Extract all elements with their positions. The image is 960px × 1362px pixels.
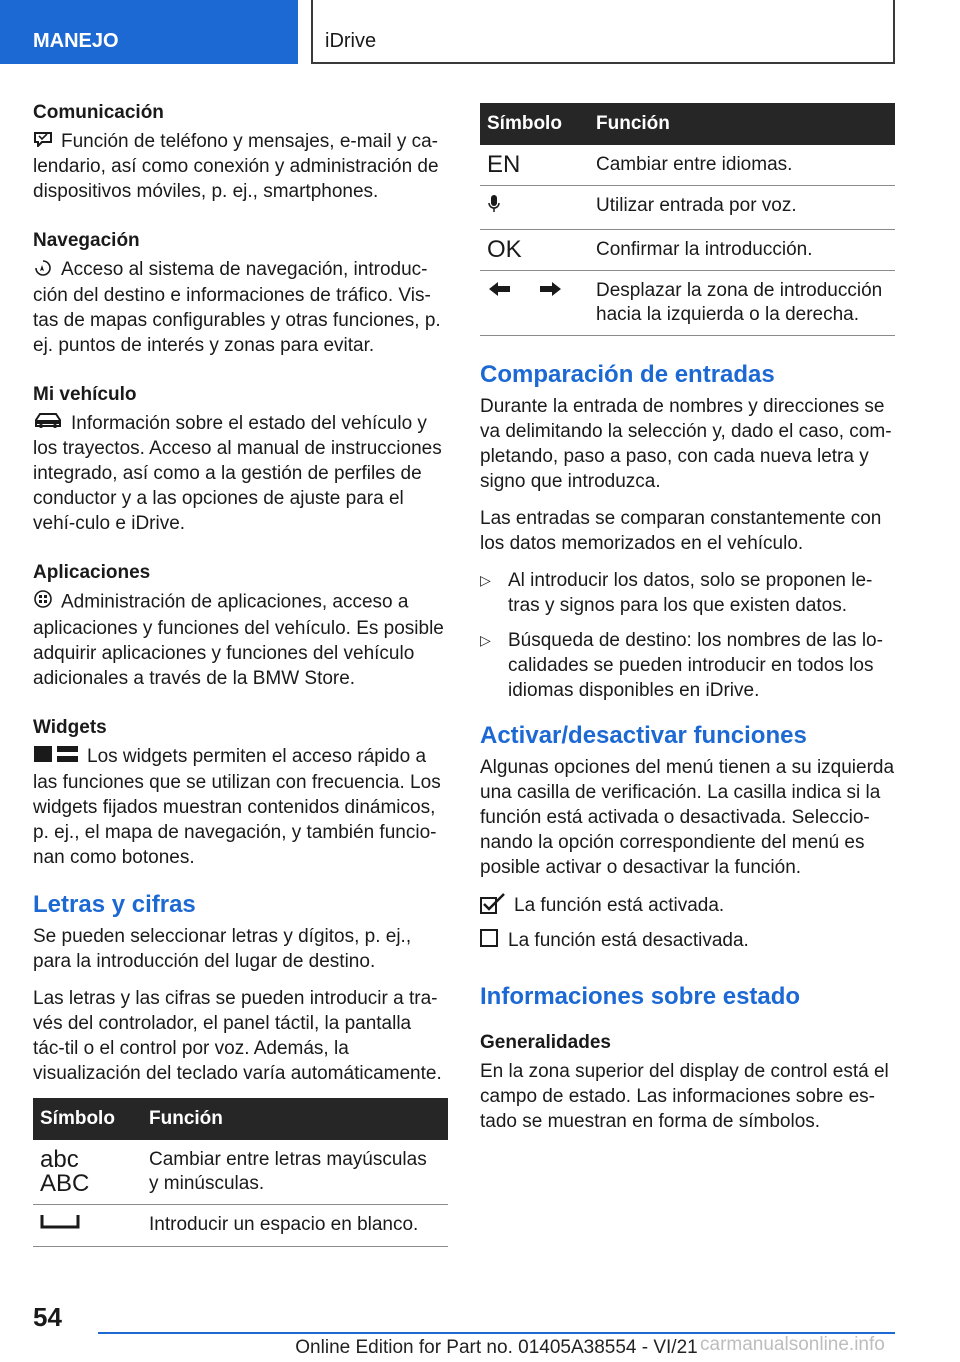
estado-paragraph: En la zona superior del display de control está el campo de estado. Las informaciones sobre es-tado se muestran en forma de símbolos. [480, 1061, 889, 1132]
comparacion-paragraph-2: Las entradas se comparan constantemente con los datos memorizados en el vehículo. [480, 508, 882, 554]
estado-heading: Informaciones sobre estado [480, 983, 801, 1010]
letras-paragraph-1: Se pueden seleccionar letras y dígitos, p. ej., para la introducción del lugar de destino. [33, 925, 412, 972]
table-header-row [480, 103, 895, 145]
widgets-text: Los widgets permiten el acceso rápido a las funciones que se utilizan con frecuencia. Los widgets fijados muestran contenidos dinámicos, p. ej., el mapa de navegación, y también funcio-nan como botones. [33, 746, 441, 868]
list-item [480, 568, 895, 618]
table-row [33, 1204, 448, 1246]
comunicacion-paragraph [33, 129, 448, 204]
case-toggle-symbol [33, 1140, 142, 1205]
list-item [480, 628, 895, 703]
activar-paragraph: Algunas opciones del menú tienen a su izquierda una casilla de verificación. La casilla indica si la función está activada o desactivada. Seleccio-nando la opción correspondiente del menú es posible activar o desactivar la función. [480, 757, 895, 878]
estado-subheading: Generalidades [480, 1032, 611, 1053]
aplicaciones-title: Aplicaciones [33, 562, 151, 584]
checked-text: La función está activada. [514, 895, 725, 916]
navegacion-paragraph [33, 257, 448, 357]
page-number: 54 [33, 1302, 62, 1332]
input-symbol-table [480, 103, 895, 336]
widgets-paragraph [33, 744, 448, 869]
vehiculo-title: Mi vehículo [33, 383, 137, 405]
letras-symbol-table [33, 1098, 448, 1247]
vehiculo-text: Información sobre el estado del vehículo y los trayectos. Acceso al manual de instrucciones integrado, así como a la gestión de perfiles de conductor y a las opciones de ajuste para el vehí-culo e iDrive. [33, 412, 442, 535]
unchecked-text: La función está desactivada. [508, 930, 749, 951]
ok-symbol: OK [480, 230, 589, 271]
comunicacion-title: Comunicación [33, 102, 164, 123]
footer-edition: Online Edition for Part no. 01405A38554 - VI/21 [98, 1332, 895, 1359]
comparacion-heading: Comparación de entradas [480, 361, 775, 388]
bullet-triangle-icon: ▷ [480, 572, 491, 588]
navegacion-title: Navegación [33, 230, 140, 252]
shift-function: Desplazar la zona de introducción hacia la izquierda o la derecha. [589, 271, 895, 336]
phone-message-icon [33, 129, 53, 154]
space-bar-icon [33, 1204, 142, 1246]
activar-heading: Activar/desactivar funciones [480, 722, 807, 749]
space-function: Introducir un espacio en blanco. [142, 1204, 448, 1246]
symbol-column-header: Símbolo [480, 103, 589, 145]
comparacion-paragraph-1: Durante la entrada de nombres y direcciones se va delimitando la selección y, dado el caso, com-pletando, paso a paso, con cada nueva letra y signo que introduzca. [480, 396, 892, 492]
comunicacion-text: Función de teléfono y mensajes, e-mail y ca-lendario, así como conexión y administración de dispositivos móviles, p. ej., smartphones. [33, 131, 439, 203]
voice-input-function: Utilizar entrada por voz. [589, 186, 895, 230]
car-icon [33, 411, 63, 436]
language-function: Cambiar entre idiomas. [589, 145, 895, 186]
bullet-text-1: Al introducir los datos, solo se proponen le-tras y signos para los que existen datos. [508, 570, 873, 616]
right-column [480, 103, 895, 1146]
case-symbol-lower: abc [40, 1145, 79, 1173]
aplicaciones-text: Administración de aplicaciones, acceso a aplicaciones y funciones del vehículo. Es posible adquirir aplicaciones y funciones del vehículo adicionales a través de la BMW Store. [33, 591, 444, 690]
checkbox-unchecked-icon [480, 928, 500, 954]
apps-icon [33, 589, 53, 616]
bullet-text-2: Búsqueda de destino: los nombres de las lo-calidades se pueden introducir en todos los idiomas disponibles en iDrive. [508, 630, 883, 701]
table-row [480, 230, 895, 271]
unchecked-example [480, 928, 895, 954]
function-column-header: Función [589, 103, 895, 145]
left-column [33, 100, 448, 1247]
confirm-function: Confirmar la introducción. [589, 230, 895, 271]
microphone-icon [480, 186, 589, 230]
letras-paragraph-2: Las letras y las cifras se pueden introducir a tra-vés del controlador, el panel táctil, la pantalla tác-til o el control por voz. Además, la visualización del teclado varía automáticamente. [33, 987, 442, 1084]
bullet-triangle-icon: ▷ [480, 632, 491, 648]
table-row [480, 145, 895, 186]
widgets-title: Widgets [33, 717, 107, 739]
arrow-left-right-icon [480, 271, 589, 336]
vehiculo-paragraph [33, 411, 448, 536]
header-section-tab: MANEJO [0, 0, 298, 64]
letras-heading: Letras y cifras [33, 890, 196, 918]
symbol-column-header: Símbolo [33, 1098, 142, 1140]
checked-example [480, 892, 895, 920]
function-column-header: Función [142, 1098, 448, 1140]
navigation-icon [33, 258, 53, 283]
aplicaciones-paragraph [33, 589, 448, 691]
widgets-icon [33, 745, 79, 770]
case-toggle-function: Cambiar entre letras mayúsculas y minúsculas. [142, 1140, 448, 1205]
table-row [480, 186, 895, 230]
watermark: carmanualsonline.info [700, 1334, 885, 1355]
table-row [480, 271, 895, 336]
case-symbol-upper: ABC [40, 1169, 90, 1197]
header-topic-tab: iDrive [311, 0, 895, 64]
language-symbol: EN [480, 145, 589, 186]
table-row [33, 1140, 448, 1205]
navegacion-text: Acceso al sistema de navegación, introduc-ción del destino e informaciones de tráfico. Vis-tas de mapas configurables y otras funciones, p. ej. puntos de interés y zonas para evitar. [33, 259, 441, 356]
checkbox-checked-icon [480, 892, 506, 920]
table-header-row [33, 1098, 448, 1140]
